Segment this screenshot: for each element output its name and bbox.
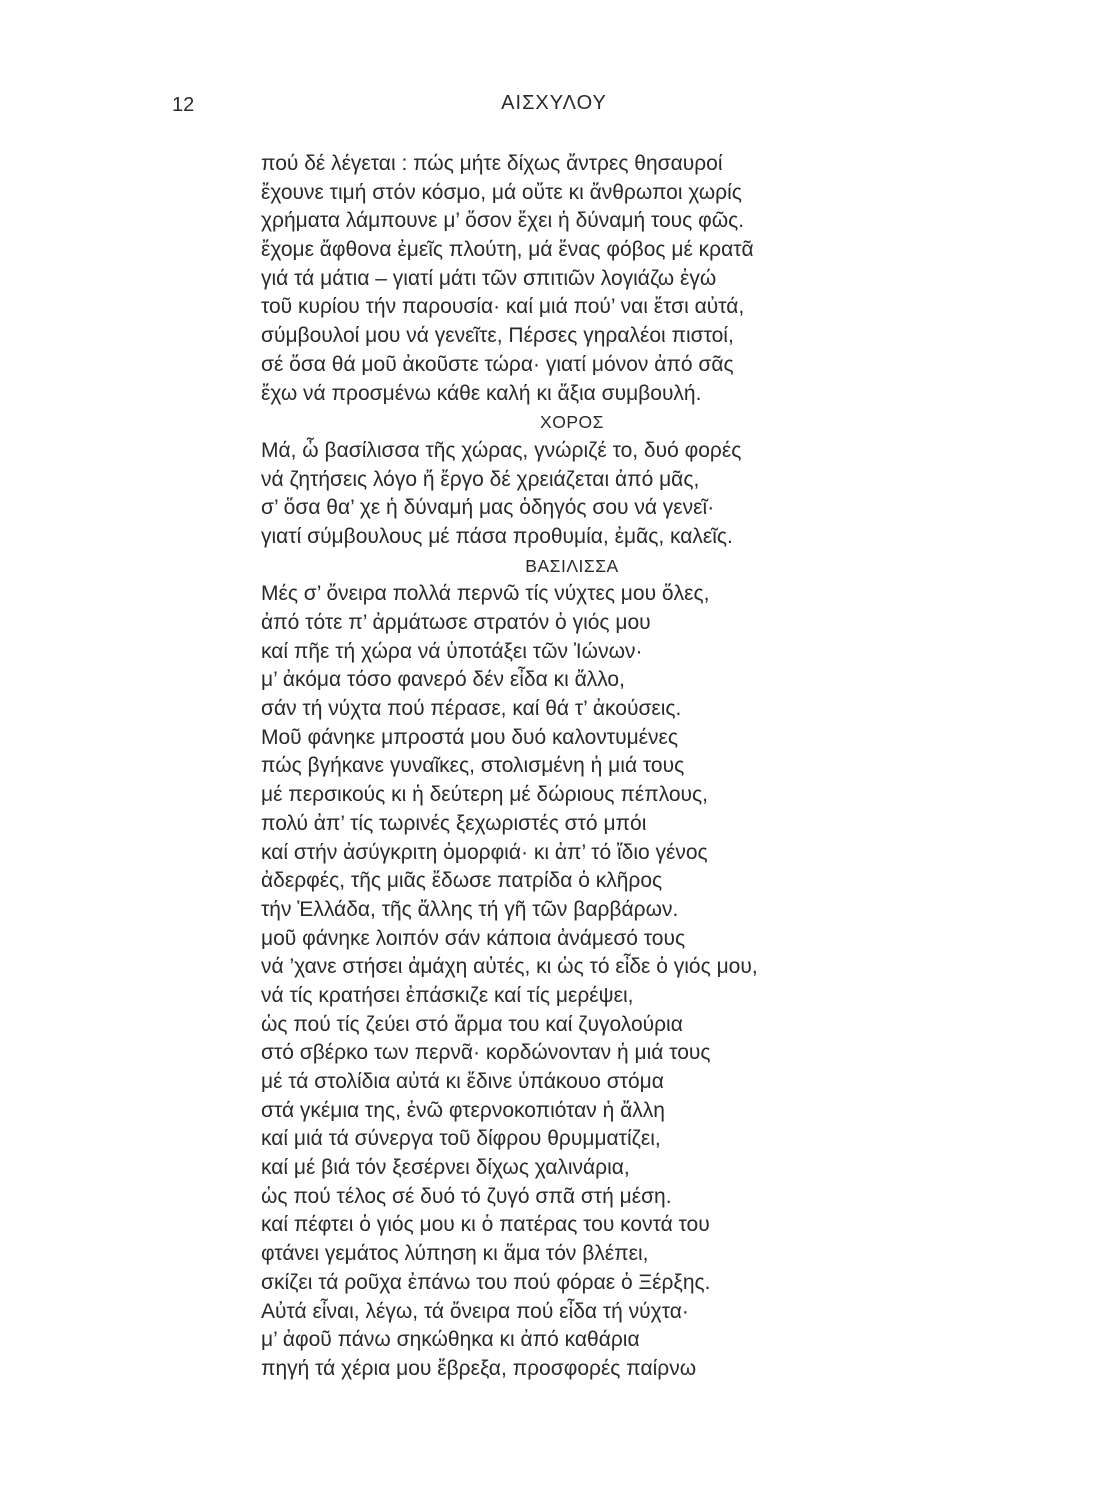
verse-line: ὡς πού τέλος σέ δυό τό ζυγό σπᾶ στή μέση. <box>261 1184 672 1208</box>
verse-line: στό σβέρκο των περνᾶ· κορδώνονταν ἡ μιά τους <box>261 1041 711 1065</box>
verse-line: Αὐτά εἶναι, λέγω, τά ὄνειρα πού εἶδα τή νύχτα· <box>261 1299 689 1323</box>
verse-line: τήν Ἑλλάδα, τῆς ἄλλης τή γῆ τῶν βαρβάρων. <box>261 897 679 921</box>
verse-line: καί μέ βιά τόν ξεσέρνει δίχως χαλινάρια, <box>261 1156 630 1180</box>
page-number: 12 <box>172 94 195 116</box>
speaker-name: ΒΑΣΙΛΙΣΣΑ <box>525 555 619 576</box>
verse-line: νά ’χανε στήσει ἀμάχη αὐτές, κι ὡς τό εἶδε ὁ γιός μου, <box>261 955 758 979</box>
verse-line: ἔχομε ἄφθονα ἐμεῖς πλούτη, μά ἕνας φόβος μέ κρατᾶ <box>261 238 754 262</box>
verse-line: ἀπό τότε π’ ἀρμάτωσε στρατόν ὁ γιός μου <box>261 611 651 634</box>
verse-line: σύμβουλοί μου νά γενεῖτε, Πέρσες γηραλέοι πιστοί, <box>261 324 734 348</box>
verse-line: στά γκέμια της, ἐνῶ φτερνοκοπιόταν ἡ ἄλλη <box>261 1098 665 1122</box>
verse-line: μοῦ φάνηκε λοιπόν σάν κάποια ἀνάμεσό τους <box>261 926 686 950</box>
verse-line: καί μιά τά σύνεργα τοῦ δίφρου θρυμματίζει, <box>261 1127 661 1151</box>
verse-line: σάν τή νύχτα πού πέρασε, καί θά τ’ ἀκούσεις. <box>261 697 682 721</box>
verse-line: πηγή τά χέρια μου ἔβρεξα, προσφορές παίρνω <box>261 1356 697 1380</box>
verse-line: πολύ ἀπ’ τίς τωρινές ξεχωριστές στό μπόι <box>261 811 647 835</box>
poem-text <box>0 150 1108 1384</box>
verse-line: σκίζει τά ροῦχα ἐπάνω του πού φόραε ὁ Ξέρξης. <box>261 1270 711 1294</box>
verse-line: τοῦ κυρίου τήν παρουσία· καί μιά πού’ ναι ἔτσι αὐτά, <box>261 295 745 319</box>
verse-line: μ’ ἀκόμα τόσο φανερό δέν εἶδα κι ἄλλο, <box>261 668 625 692</box>
verse-line: γιατί σύμβουλους μέ πάσα προθυμία, ἐμᾶς, καλεῖς. <box>261 524 733 548</box>
verse-line: πώς βγήκανε γυναῖκες, στολισμένη ἡ μιά τους <box>261 754 685 778</box>
verse-line: ἔχουνε τιμή στόν κόσμο, μά οὔτε κι ἄνθρωποι χωρίς <box>261 180 742 204</box>
speaker-name: ΧΟΡΟΣ <box>540 412 604 433</box>
verse-line: φτάνει γεμάτος λύπηση κι ἅμα τόν βλέπει, <box>261 1242 649 1266</box>
verse-line: ἔχω νά προσμένω κάθε καλή κι ἄξια συμβουλή. <box>261 381 702 405</box>
verse-line: νά ζητήσεις λόγο ἤ ἔργο δέ χρειάζεται ἀπό μᾶς, <box>261 467 700 491</box>
verse-line: πού δέ λέγεται : πώς μήτε δίχως ἄντρες θησαυροί <box>261 152 723 175</box>
verse-line: καί στήν ἀσύγκριτη ὀμορφιά· κι ἀπ’ τό ἴδιο γένος <box>261 840 708 864</box>
verse-line: ἀδερφές, τῆς μιᾶς ἔδωσε πατρίδα ὁ κλῆρος <box>261 869 663 893</box>
verse-line: καί πῆε τή χώρα νά ὑποτάξει τῶν Ἰώνων· <box>261 639 643 663</box>
verse-line: μ’ ἀφοῦ πάνω σηκώθηκα κι ἀπό καθάρια <box>261 1328 640 1352</box>
verse-line: μέ τά στολίδια αὐτά κι ἔδινε ὑπάκουο στόμα <box>261 1070 664 1093</box>
verse-line: νά τίς κρατήσει ἐπάσκιζε καί τίς μερέψει, <box>261 983 634 1007</box>
verse-line: ὡς πού τίς ζεύει στό ἅρμα του καί ζυγολούρια <box>261 1012 683 1036</box>
verse-line: Μά, ὦ βασίλισσα τῆς χώρας, γνώριζέ το, δυό φορές <box>261 438 742 462</box>
verse-line: καί πέφτει ὁ γιός μου κι ὁ πατέρας του κοντά του <box>261 1213 710 1237</box>
verse-line: σ’ ὅσα θα’ χε ἡ δύναμή μας ὁδηγός σου νά γενεῖ· <box>261 496 715 520</box>
verse-line: σέ ὅσα θά μοῦ ἀκοῦστε τώρα· γιατί μόνον ἀπό σᾶς <box>261 352 734 376</box>
verse-line: γιά τά μάτια – γιατί μάτι τῶν σπιτιῶν λογιάζω ἐγώ <box>261 266 717 290</box>
verse-line: Μοῦ φάνηκε μπροστά μου δυό καλοντυμένες <box>261 725 679 749</box>
verse-line: Μές σ’ ὄνειρα πολλά περνῶ τίς νύχτες μου ὅλες, <box>261 582 710 606</box>
verse-line: μέ περσικούς κι ἡ δεύτερη μέ δώριους πέπλους, <box>261 783 708 807</box>
verse-line: χρήματα λάμπουνε μ’ ὅσον ἔχει ἡ δύναμή τους φῶς. <box>261 209 745 233</box>
page-header: ΑΙΣΧΥΛΟΥ <box>501 92 607 114</box>
